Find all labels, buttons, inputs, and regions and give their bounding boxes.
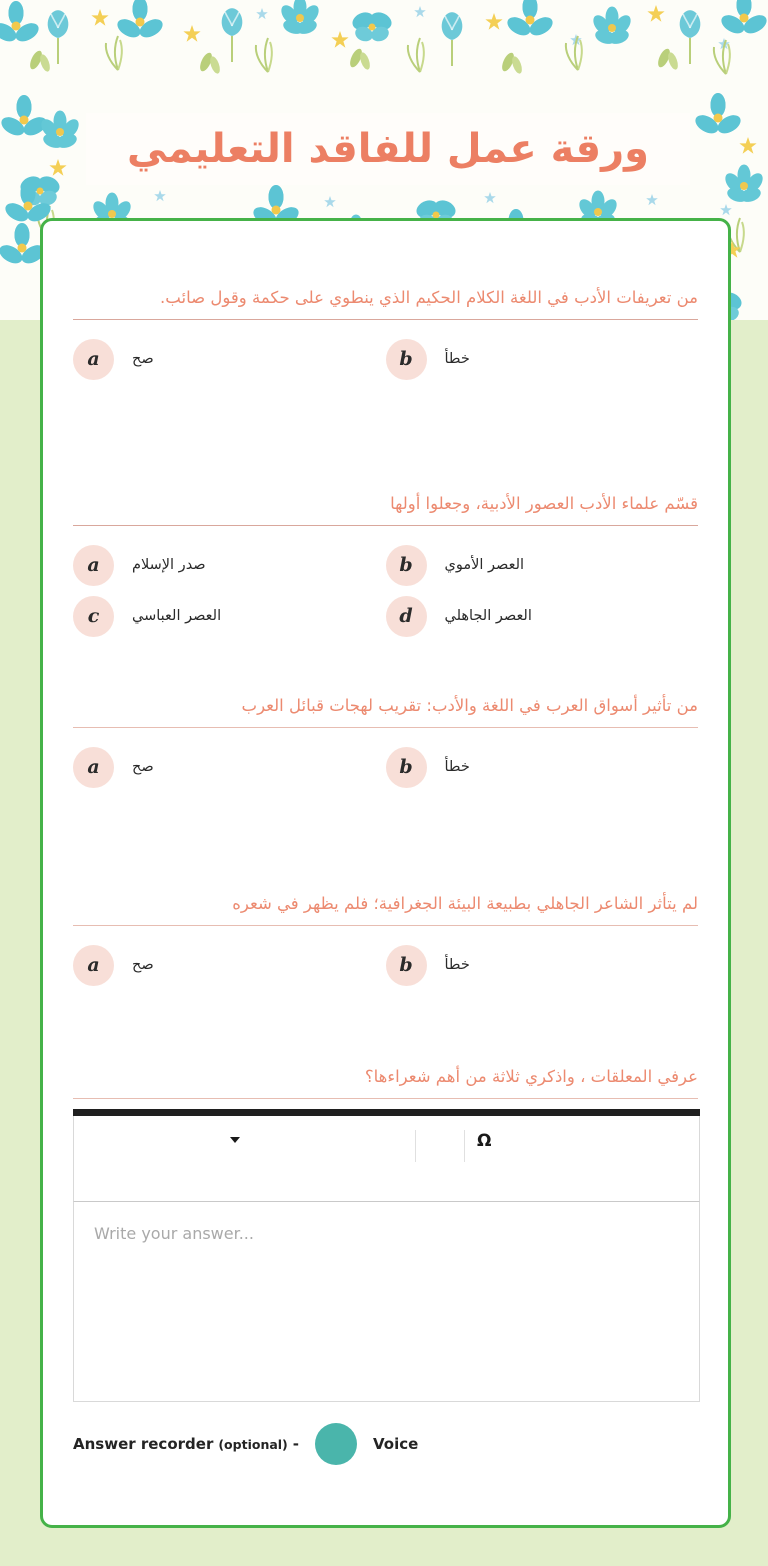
editor-toolbar[interactable]: [73, 1116, 700, 1202]
question-text-1: من تعريفات الأدب في اللغة الكلام الحكيم الذي ينطوي على حكمة وقول صائب.: [160, 288, 698, 307]
voice-record-button[interactable]: [315, 1423, 357, 1465]
question-block-1: [43, 285, 728, 385]
question-text-3: من تأثير أسواق العرب في اللغة والأدب: تقريب لهجات قبائل العرب: [241, 696, 698, 715]
question-text-2: قسّم علماء الأدب العصور الأدبية، وجعلوا أولها: [390, 494, 698, 513]
answer-textarea[interactable]: [73, 1202, 700, 1402]
option-label: صح: [132, 351, 154, 368]
option-letter-bubble: b: [386, 339, 427, 380]
answer-placeholder: Write your answer...: [94, 1224, 254, 1243]
option-letter-bubble: b: [386, 747, 427, 788]
option-3b[interactable]: [386, 742, 699, 793]
option-letter-bubble: d: [386, 596, 427, 637]
option-4b[interactable]: [386, 940, 699, 991]
option-letter-bubble: a: [73, 545, 114, 586]
question-text-4: لم يتأثر الشاعر الجاهلي بطبيعة البيئة الجغرافية؛ فلم يظهر في شعره: [232, 894, 698, 913]
option-2d[interactable]: [386, 591, 699, 642]
option-letter-bubble: a: [73, 747, 114, 788]
option-label: العصر العباسي: [132, 608, 222, 625]
rich-text-editor: [73, 1109, 700, 1402]
option-1a[interactable]: [73, 334, 386, 385]
question-block-4: [43, 891, 728, 991]
recorder-label: Answer recorder: [73, 1435, 214, 1453]
option-3a[interactable]: [73, 742, 386, 793]
option-letter-bubble: b: [386, 945, 427, 986]
special-character-icon[interactable]: Ω: [477, 1131, 492, 1151]
question-block-3: [43, 693, 728, 793]
answer-recorder-row: [73, 1423, 418, 1465]
page-title: ورقة عمل للفاقد التعليمي: [127, 126, 649, 172]
option-2b[interactable]: [386, 540, 699, 591]
recorder-dash: -: [292, 1435, 300, 1453]
editor-top-accent-bar: [73, 1109, 700, 1116]
option-label: صح: [132, 759, 154, 776]
question-text-5: عرفي المعلقات ، واذكري ثلاثة من أهم شعراءها؟: [364, 1067, 698, 1086]
question-block-2: [43, 491, 728, 642]
options-list-3: [43, 728, 728, 793]
question-block-5: [43, 1064, 728, 1099]
toolbar-separator: [415, 1130, 416, 1162]
option-2c[interactable]: [73, 591, 386, 642]
option-label: خطأ: [444, 759, 470, 776]
voice-label: Voice: [373, 1435, 419, 1453]
option-label: العصر الأموي: [444, 557, 525, 574]
option-label: العصر الجاهلي: [444, 608, 532, 625]
option-letter-bubble: c: [73, 596, 114, 637]
option-label: خطأ: [444, 957, 470, 974]
option-1b[interactable]: [386, 334, 699, 385]
worksheet-card: [40, 218, 731, 1528]
option-letter-bubble: a: [73, 945, 114, 986]
question-divider-5: [73, 1098, 698, 1099]
option-label: صح: [132, 957, 154, 974]
option-label: خطأ: [444, 351, 470, 368]
option-letter-bubble: b: [386, 545, 427, 586]
chevron-down-icon[interactable]: [230, 1137, 240, 1143]
options-list-1: [43, 320, 728, 385]
options-list-4: [43, 926, 728, 991]
option-4a[interactable]: [73, 940, 386, 991]
title-banner: [86, 113, 690, 185]
option-label: صدر الإسلام: [132, 557, 206, 574]
recorder-optional-label: (optional): [218, 1436, 288, 1452]
option-2a[interactable]: [73, 540, 386, 591]
options-list-2: [43, 526, 728, 642]
toolbar-separator: [464, 1130, 465, 1162]
option-letter-bubble: a: [73, 339, 114, 380]
